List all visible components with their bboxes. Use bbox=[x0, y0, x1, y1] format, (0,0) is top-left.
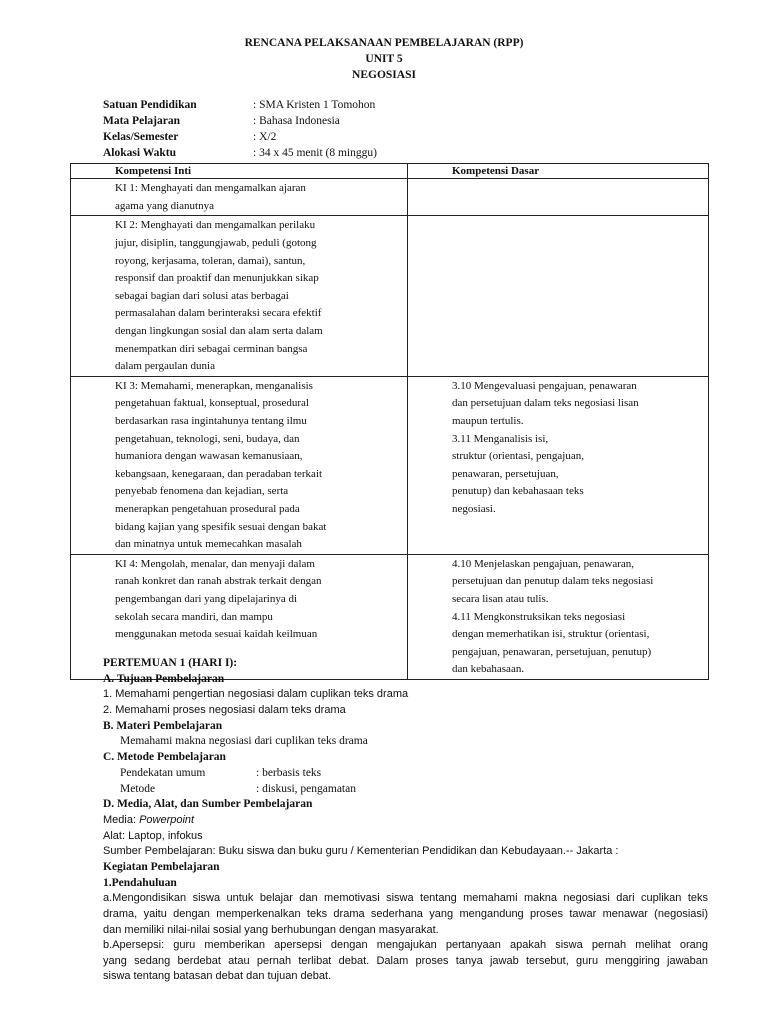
paragraph-line: dan memiliki nilai-nilai sosial yang berhubungan dengan masyarakat. bbox=[103, 923, 439, 936]
kd-cell bbox=[408, 376, 709, 554]
identity-label: Mata Pelajaran bbox=[103, 115, 180, 127]
kd-text-line: dan kebahasaan. bbox=[452, 663, 525, 676]
table-row bbox=[71, 376, 709, 554]
activities-title: Kegiatan Pembelajaran bbox=[103, 860, 220, 873]
ki-text-line: pengetahuan faktual, konseptual, prosedural bbox=[115, 397, 309, 410]
objective-item: 2. Memahami proses negosiasi dalam teks drama bbox=[103, 704, 346, 717]
ki-text-line: KI 3: Memahami, menerapkan, menganalisis bbox=[115, 379, 313, 392]
ki-text-line: penyebab fenomena dan kejadian, serta bbox=[115, 485, 289, 498]
ki-text-line: jujur, disiplin, tanggungjawab, peduli (gotong bbox=[115, 237, 317, 250]
ki-text-line: dalam pergaulan dunia bbox=[115, 360, 215, 373]
paragraph-b bbox=[103, 938, 708, 985]
ki-text-line: humaniora dengan wawasan kemanusiaan, bbox=[115, 450, 303, 463]
kd-text-line: persetujuan dan penutup dalam teks negosiasi bbox=[452, 575, 654, 588]
ki-cell bbox=[71, 376, 408, 554]
identity-label: Kelas/Semester bbox=[103, 131, 179, 143]
paragraph-line: siswa tentang batasan debat dan tujuan debat. bbox=[103, 970, 332, 983]
ki-text-line: KI 1: Menghayati dan mengamalkan ajaran bbox=[115, 182, 306, 195]
section-d-title: D. Media, Alat, dan Sumber Pembelajaran bbox=[103, 798, 313, 811]
kd-text-line: 3.10 Mengevaluasi pengajuan, penawaran bbox=[452, 379, 637, 392]
header-kompetensi-inti: Kompetensi Inti bbox=[71, 164, 408, 179]
ki-text-line: menempatkan diri sebagai cerminan bangsa bbox=[115, 342, 308, 355]
ki-text-line: ranah konkret dan ranah abstrak terkait dengan bbox=[115, 575, 322, 588]
method-key: Pendekatan umum bbox=[120, 766, 206, 779]
paragraph-line: b.Apersepsi: guru memberikan apersepsi dengan mengajukan pertanyaan apakah siswa pernah melihat orang bbox=[103, 939, 708, 952]
kd-text-line: pengajuan, penawaran, persetujuan, penutup) bbox=[452, 645, 652, 658]
meeting-title: PERTEMUAN 1 (HARI I): bbox=[103, 657, 238, 669]
table-row bbox=[71, 216, 709, 376]
ki-text-line: menggunakan metoda sesuai kaidah keilmuan bbox=[115, 628, 318, 641]
ki-text-line: responsif dan proaktif dan menunjukkan sikap bbox=[115, 272, 319, 285]
ki-text-line: sebagai bagian dari solusi atas berbagai bbox=[115, 289, 289, 302]
kd-text-line: 4.10 Menjelaskan pengajuan, penawaran, bbox=[452, 557, 635, 570]
ki-cell bbox=[71, 216, 408, 376]
ki-text-line: pengetahuan, teknologi, seni, budaya, dan bbox=[115, 432, 300, 445]
table-row bbox=[71, 179, 709, 216]
document-title: RENCANA PELAKSANAAN PEMBELAJARAN (RPP) bbox=[244, 37, 524, 49]
paragraph-a bbox=[103, 891, 708, 938]
objective-item: 1. Memahami pengertian negosiasi dalam cuplikan teks drama bbox=[103, 688, 409, 701]
kd-text-line: maupun tertulis. bbox=[452, 415, 524, 428]
kd-text-line: struktur (orientasi, pengajuan, bbox=[452, 450, 584, 463]
media-label: Media: bbox=[103, 813, 140, 826]
method-value: : diskusi, pengamatan bbox=[256, 782, 356, 795]
identity-value: : X/2 bbox=[253, 131, 277, 143]
media-line bbox=[103, 813, 708, 829]
ki-text-line: kebangsaan, kenegaraan, dan peradaban terkait bbox=[115, 467, 323, 480]
kd-text-line: penawaran, persetujuan, bbox=[452, 467, 559, 480]
kd-cell bbox=[408, 216, 709, 376]
kd-text-line: negosiasi. bbox=[452, 502, 496, 515]
ki-text-line: sekolah secara mandiri, dan mampu bbox=[115, 610, 273, 623]
meeting-section bbox=[103, 656, 708, 985]
kd-text-line: dengan memerhatikan isi, struktur (orientasi, bbox=[452, 628, 650, 641]
method-row bbox=[103, 782, 708, 798]
method-key: Metode bbox=[120, 782, 156, 795]
table-header-row bbox=[71, 164, 709, 179]
tools-line: Alat: Laptop, infokus bbox=[103, 829, 203, 842]
ki-text-line: KI 2: Menghayati dan mengamalkan perilaku bbox=[115, 219, 316, 232]
identity-value: : 34 x 45 menit (8 minggu) bbox=[253, 147, 377, 159]
kd-text-line: dan persetujuan dalam teks negosiasi lisan bbox=[452, 397, 639, 410]
topic-label: NEGOSIASI bbox=[352, 69, 416, 81]
paragraph-line: a.Mengondisikan siswa untuk belajar dan memotivasi siswa tentang memahami makna negosiasi dari cuplikan teks bbox=[103, 892, 708, 905]
paragraph-line: yang sedang berdebat atau pernah terlibat debat. Dalam proses tanya jawab tersebut, guru menggiring jawaban bbox=[103, 954, 708, 967]
identity-label: Satuan Pendidikan bbox=[103, 99, 197, 111]
ki-text-line: berdasarkan rasa ingintahunya tentang ilmu bbox=[115, 415, 307, 428]
ki-text-line: KI 4: Mengolah, menalar, dan menyaji dalam bbox=[115, 557, 315, 570]
source-line: Sumber Pembelajaran: Buku siswa dan buku guru / Kementerian Pendidikan dan Kebudayaan.-- Jakarta : bbox=[103, 845, 619, 858]
method-row bbox=[103, 766, 708, 782]
header-kompetensi-dasar: Kompetensi Dasar bbox=[408, 164, 709, 179]
kd-text-line: penutup) dan kebahasaan teks bbox=[452, 485, 584, 498]
kd-text-line: secara lisan atau tulis. bbox=[452, 592, 549, 605]
ki-text-line: dengan lingkungan sosial dan alam serta dalam bbox=[115, 325, 323, 338]
ki-text-line: dan minatnya untuk memecahkan masalah bbox=[115, 538, 302, 551]
ki-text-line: permasalahan dalam berinteraksi secara efektif bbox=[115, 307, 322, 320]
material-text: Memahami makna negosiasi dari cuplikan teks drama bbox=[120, 735, 368, 748]
ki-cell bbox=[71, 179, 408, 216]
ki-text-line: bidang kajian yang spesifik sesuai dengan bakat bbox=[115, 520, 327, 533]
kd-text-line: 4.11 Mengkonstruksikan teks negosiasi bbox=[452, 610, 626, 623]
identity-label: Alokasi Waktu bbox=[103, 147, 176, 159]
ki-text-line: pengembangan dari yang dipelajarinya di bbox=[115, 592, 298, 605]
introduction-title: 1.Pendahuluan bbox=[103, 876, 177, 889]
identity-value: : Bahasa Indonesia bbox=[253, 115, 340, 127]
competency-table bbox=[70, 163, 709, 680]
section-c-title: C. Metode Pembelajaran bbox=[103, 751, 226, 764]
unit-label: UNIT 5 bbox=[365, 53, 403, 65]
ki-text-line: menerapkan pengetahuan prosedural pada bbox=[115, 502, 300, 515]
section-b-title: B. Materi Pembelajaran bbox=[103, 719, 223, 732]
paragraph-line: drama, yaitu dengan memperkenalkan teks drama sederhana yang mengandung proses tawar menawar (negosiasi) bbox=[103, 907, 708, 920]
section-a-title: A. Tujuan Pembelajaran bbox=[103, 672, 225, 685]
ki-text-line: agama yang dianutnya bbox=[115, 199, 214, 212]
method-value: : berbasis teks bbox=[256, 766, 322, 779]
identity-value: : SMA Kristen 1 Tomohon bbox=[253, 99, 376, 111]
media-value: Powerpoint bbox=[139, 813, 195, 826]
ki-text-line: royong, kerjasama, toleran, damai), santun, bbox=[115, 254, 306, 267]
kd-cell bbox=[408, 179, 709, 216]
kd-text-line: 3.11 Menganalisis isi, bbox=[452, 432, 549, 445]
